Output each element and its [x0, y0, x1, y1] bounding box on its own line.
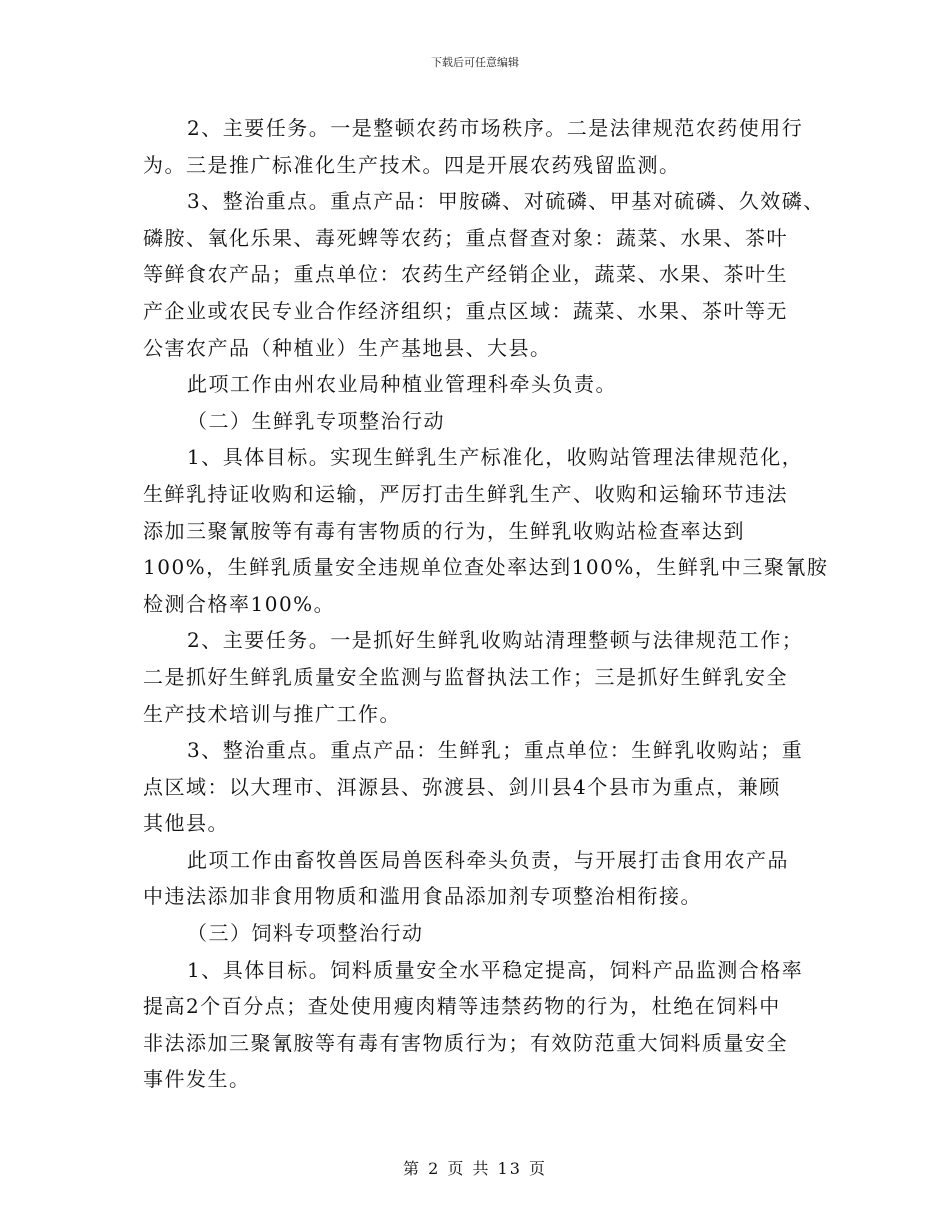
text-line: 等鲜食农产品；重点单位：农药生产经销企业，蔬菜、水果、茶叶生 — [143, 262, 788, 287]
text-line: 公害农产品（种植业）生产基地县、大县。 — [143, 335, 552, 360]
text-line: 二是抓好生鲜乳质量安全监测与监督执法工作；三是抓好生鲜乳安全 — [143, 664, 788, 689]
text-line: 1、具体目标。饲料质量安全水平稳定提高，饲料产品监测合格率 — [187, 957, 804, 982]
text-line: 添加三聚氰胺等有毒有害物质的行为，生鲜乳收购站检查率达到 — [143, 518, 745, 543]
text-line: 2、主要任务。一是抓好生鲜乳收购站清理整顿与法律规范工作； — [187, 628, 804, 653]
text-line: 生鲜乳持证收购和运输，严厉打击生鲜乳生产、收购和运输环节违法 — [143, 481, 788, 506]
text-line: 事件发生。 — [143, 1067, 251, 1092]
text-line: 3、整治重点。重点产品：甲胺磷、对硫磷、甲基对硫磷、久效磷、 — [187, 189, 825, 214]
text-line: （二）生鲜乳专项整治行动 — [187, 408, 445, 433]
page-header: 下载后可任意编辑 — [431, 56, 519, 69]
document-body — [143, 110, 829, 1098]
text-line: 其他县。 — [143, 811, 229, 836]
page-footer: 第 2 页 共 13 页 — [403, 1159, 547, 1178]
text-line: 2、主要任务。一是整顿农药市场秩序。二是法律规范农药使用行 — [187, 116, 804, 140]
text-line: 100%，生鲜乳质量安全违规单位查处率达到100%，生鲜乳中三聚氰胺 — [143, 555, 829, 580]
text-line: 1、具体目标。实现生鲜乳生产标准化，收购站管理法律规范化， — [187, 445, 804, 470]
text-line: 产企业或农民专业合作经济组织；重点区域：蔬菜、水果、茶叶等无 — [143, 298, 788, 323]
text-line: 生产技术培训与推广工作。 — [143, 701, 401, 726]
text-line: 此项工作由畜牧兽医局兽医科牵头负责，与开展打击食用农产品 — [187, 847, 789, 872]
text-line: 3、整治重点。重点产品：生鲜乳；重点单位：生鲜乳收购站；重 — [187, 738, 804, 763]
text-line: （三）饲料专项整治行动 — [187, 921, 424, 946]
text-line: 点区域：以大理市、洱源县、弥渡县、剑川县4个县市为重点，兼顾 — [143, 774, 781, 799]
text-line: 为。三是推广标准化生产技术。四是开展农药残留监测。 — [143, 152, 681, 177]
text-line: 非法添加三聚氰胺等有毒有害物质行为；有效防范重大饲料质量安全 — [143, 1030, 788, 1055]
text-line: 此项工作由州农业局种植业管理科牵头负责。 — [187, 372, 617, 397]
text-line: 磷胺、氧化乐果、毒死蜱等农药；重点督查对象：蔬菜、水果、茶叶 — [143, 225, 788, 250]
text-line: 提高2个百分点；查处使用瘦肉精等违禁药物的行为，杜绝在饲料中 — [143, 994, 781, 1019]
text-line: 检测合格率100%。 — [143, 591, 336, 616]
text-line: 中违法添加非食用物质和滥用食品添加剂专项整治相衔接。 — [143, 884, 702, 909]
